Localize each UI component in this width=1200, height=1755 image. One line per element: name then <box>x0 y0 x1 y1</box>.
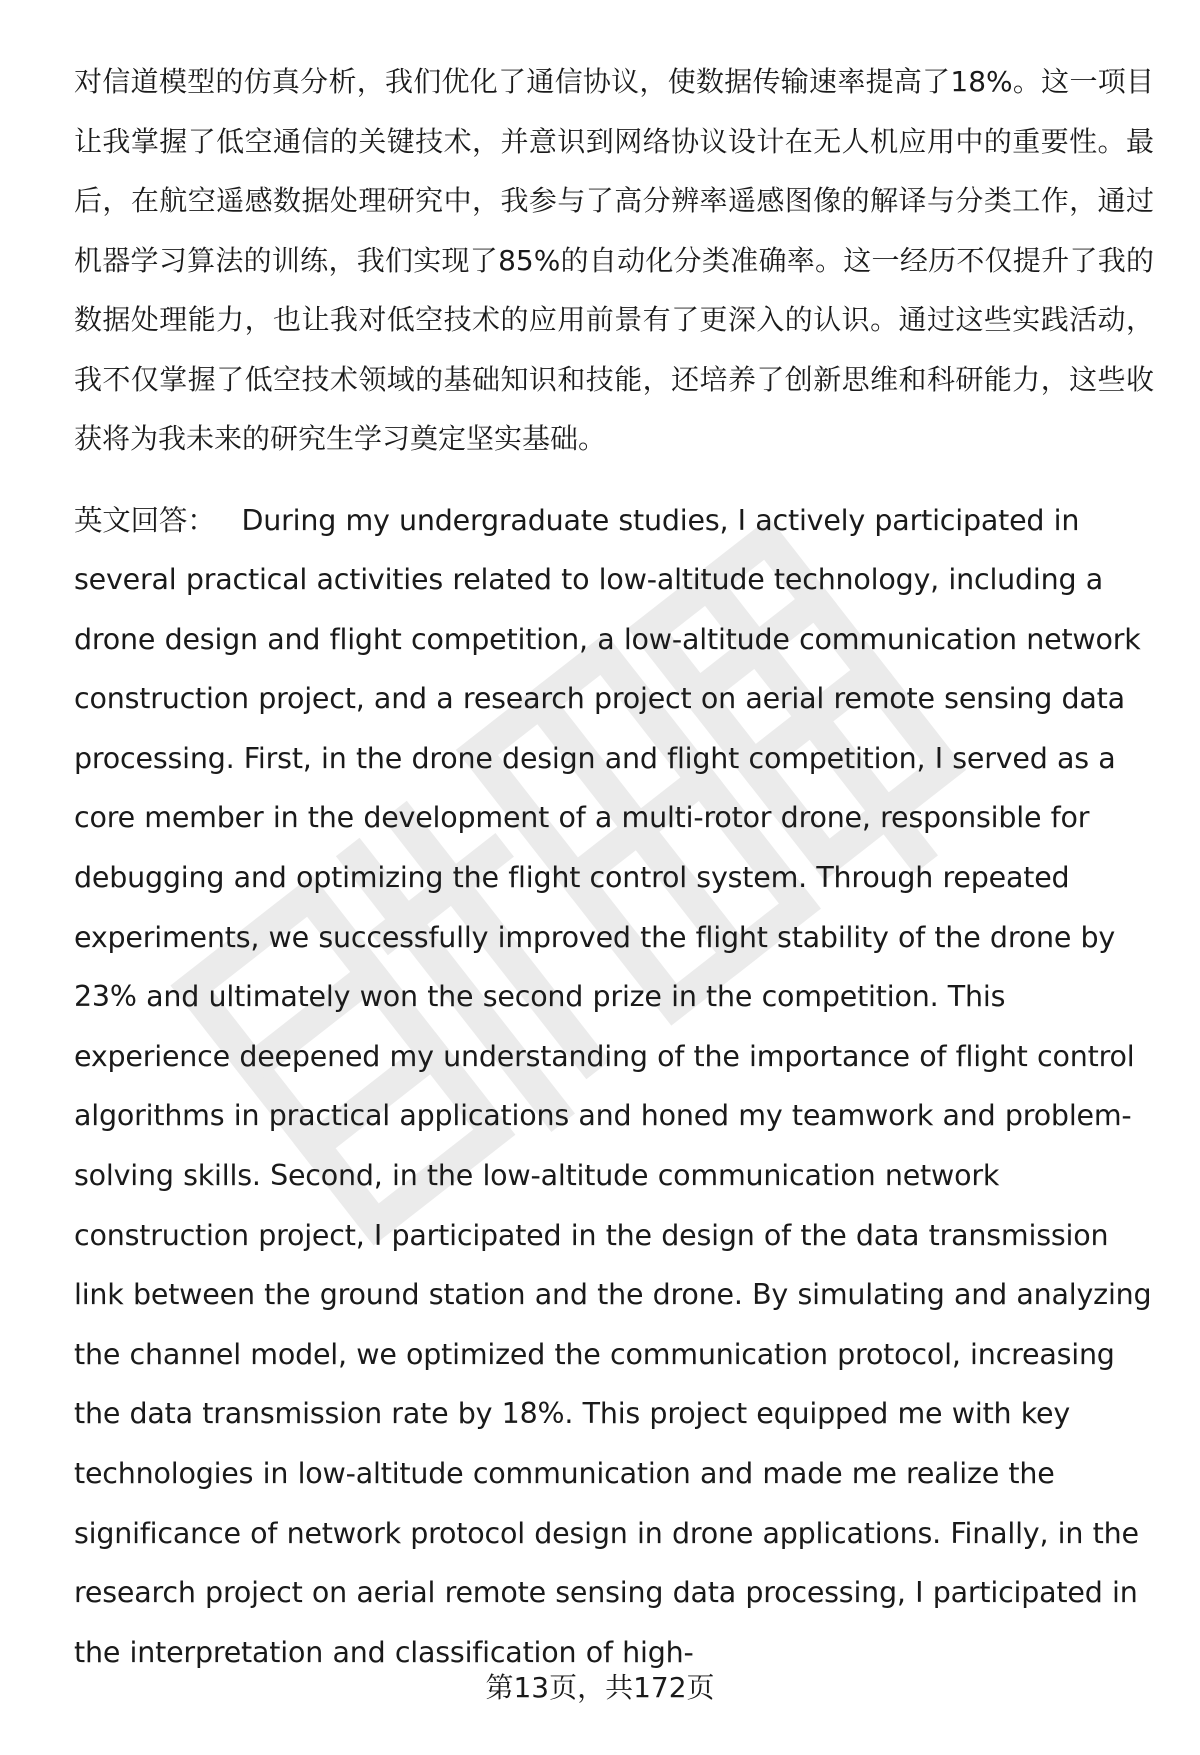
english-answer-paragraph <box>74 491 1154 1683</box>
chinese-answer-paragraph: 对信道模型的仿真分析，我们优化了通信协议，使数据传输速率提高了18%。这一项目让我掌握了低空通信的关键技术，并意识到网络协议设计在无人机应用中的重要性。最后，在航空遥感数据处理研究中，我参与了高分辨率遥感图像的解译与分类工作，通过机器学习算法的训练，我们实现了85%的自动化分类准确率。这一经历不仅提升了我的数据处理能力，也让我对低空技术的应用前景有了更深入的认识。通过这些实践活动，我不仅掌握了低空技术领域的基础知识和技能，还培养了创新思维和科研能力，这些收获将为我未来的研究生学习奠定坚实基础。 <box>74 65 1154 455</box>
english-answer-text: During my undergraduate studies, I actively participated in several practical activities related to low-altitude technology, including a drone design and flight competition, a low-altitude communication network construction project, and a research project on aerial remote sensing data processing. First, in the drone design and flight competition, I served as a core member in the development of a multi-rotor drone, responsible for debugging and optimizing the flight control system. Through repeated experiments, we successfully improved the flight stability of the drone by 23% and ultimately won the second prize in the competition. This experience deepened my understanding of the importance of flight control algorithms in practical applications and honed my teamwork and problem-solving skills. Second, in the low-altitude communication network construction project, I participated in the design of the data transmission link between the ground station and the drone. By simulating and analyzing the channel model, we optimized the communication protocol, increasing the data transmission rate by 18%. This project equipped me with key technologies in low-altitude communication and made me realize the significance of network protocol design in drone applications. Finally, in the research project on aerial remote sensing data processing, I participated in the interpretation and classification of high- <box>74 503 1152 1669</box>
document-body <box>74 52 1154 1682</box>
english-answer-label: 英文回答： <box>74 503 216 537</box>
page-footer: 第13页，共172页 <box>485 1671 715 1704</box>
